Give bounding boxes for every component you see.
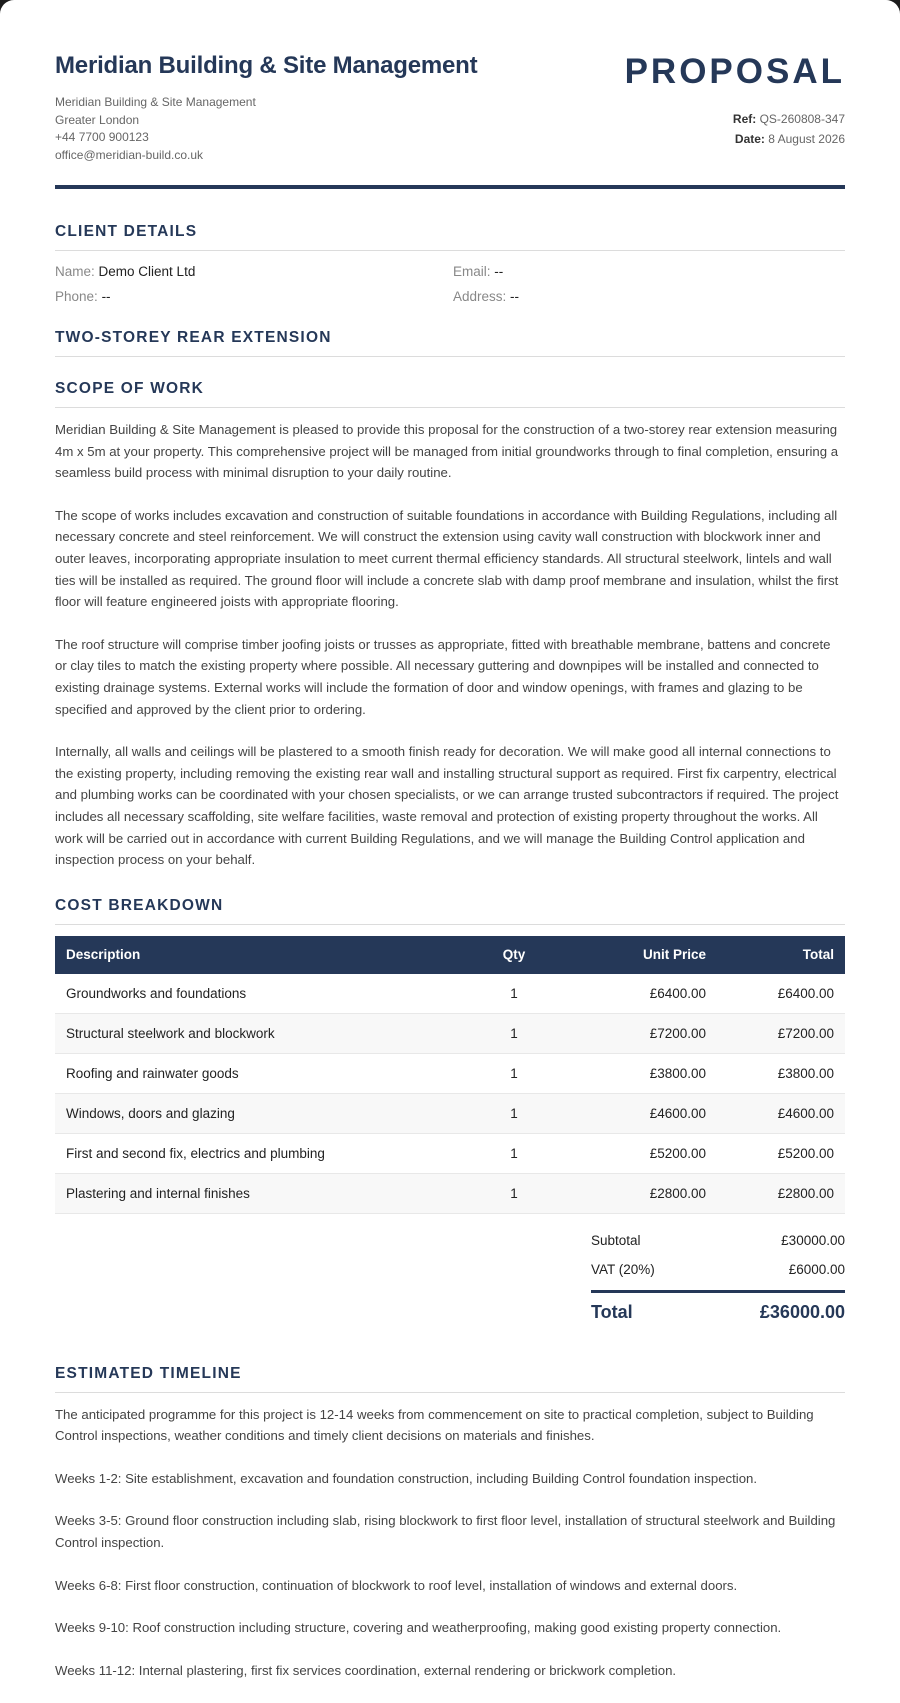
table-row: [55, 1133, 845, 1173]
company-phone: +44 7700 900123: [55, 130, 149, 144]
timeline-section: [55, 1365, 845, 1682]
timeline-paragraph: The anticipated programme for this project is 12-14 weeks from commencement on site to practical completion, subject to Building Control inspections, weather conditions and timely client decisions on materials and finishes.: [55, 1406, 814, 1444]
client-email-field: [453, 264, 845, 279]
project-section: [55, 329, 845, 357]
column-unit-price: Unit Price: [555, 936, 717, 974]
vat-value: £6000.00: [788, 1261, 845, 1277]
subtotal-value: £30000.00: [781, 1232, 845, 1248]
cost-section: [55, 897, 845, 1333]
document-header: [55, 48, 845, 185]
row-total: £3800.00: [717, 1053, 845, 1093]
client-phone-label: Phone:: [55, 289, 98, 304]
client-phone: --: [101, 289, 111, 304]
row-total: £7200.00: [717, 1013, 845, 1053]
scope-paragraph: Internally, all walls and ceilings will be plastered to a smooth finish ready for decoration. We will make good all internal connections to the existing property, including removing the existing rear wall and installing structural support as required. First fix carpentry, electrical and plumbing works can be coordinated with your chosen specialists, or we can arrange trusted subcontractors if required. The project includes all necessary scaffolding, site welfare facilities, waste removal and protection of existing property throughout the works. All work will be carried out in accordance with current Building Regulations, and we will manage the Building Control application and inspection process on your behalf.: [55, 744, 839, 868]
client-details: [55, 264, 845, 304]
subtotal-label: Subtotal: [591, 1232, 641, 1248]
timeline-heading: ESTIMATED TIMELINE: [55, 1365, 845, 1393]
client-heading: CLIENT DETAILS: [55, 223, 845, 251]
row-qty: 1: [473, 1013, 555, 1053]
company-block: [55, 48, 477, 164]
row-qty: 1: [473, 1133, 555, 1173]
column-qty: Qty: [473, 936, 555, 974]
row-description: Windows, doors and glazing: [55, 1093, 473, 1133]
date-line: [625, 130, 845, 150]
row-qty: 1: [473, 1093, 555, 1133]
table-row: [55, 1013, 845, 1053]
client-address: --: [510, 289, 520, 304]
row-unit-price: £2800.00: [555, 1173, 717, 1213]
row-qty: 1: [473, 1053, 555, 1093]
cost-heading: COST BREAKDOWN: [55, 897, 845, 925]
row-description: Roofing and rainwater goods: [55, 1053, 473, 1093]
row-total: £4600.00: [717, 1093, 845, 1133]
client-address-field: [453, 289, 845, 304]
date-value: 8 August 2026: [768, 131, 845, 146]
document-title: PROPOSAL: [624, 52, 845, 91]
scope-body: [55, 419, 845, 871]
row-description: Groundworks and foundations: [55, 974, 473, 1014]
row-total: £6400.00: [717, 974, 845, 1014]
company-email: office@meridian-build.co.uk: [55, 147, 204, 162]
row-qty: 1: [473, 974, 555, 1014]
table-row: [55, 1173, 845, 1213]
reference-line: [625, 110, 845, 130]
row-unit-price: £6400.00: [555, 974, 717, 1014]
row-unit-price: £5200.00: [555, 1133, 717, 1173]
totals-block: [591, 1226, 845, 1333]
timeline-paragraph: Weeks 1-2: Site establishment, excavation and foundation construction, including Building Control foundation inspection.: [55, 1470, 758, 1486]
company-address-line: Meridian Building & Site Management: [55, 95, 256, 109]
row-description: Plastering and internal finishes: [55, 1173, 473, 1213]
timeline-paragraph: Weeks 11-12: Internal plastering, first fix services coordination, external rendering or brickwork completion.: [55, 1662, 677, 1678]
row-description: First and second fix, electrics and plumbing: [55, 1133, 473, 1173]
table-row: [55, 1093, 845, 1133]
client-section: [55, 223, 845, 304]
subtotal-row: [591, 1226, 845, 1255]
timeline-paragraph: Weeks 9-10: Roof construction including structure, covering and weatherproofing, making good existing property connection.: [55, 1620, 782, 1636]
scope-heading: SCOPE OF WORK: [55, 380, 845, 408]
client-address-label: Address:: [453, 289, 507, 304]
grand-total-label: Total: [591, 1302, 633, 1323]
date-label: Date:: [734, 131, 765, 146]
client-email-label: Email:: [453, 264, 491, 279]
row-total: £2800.00: [717, 1173, 845, 1213]
table-row: [55, 974, 845, 1014]
table-row: [55, 1053, 845, 1093]
client-name-field: [55, 264, 453, 279]
reference-value: QS-260808-347: [759, 112, 845, 126]
client-email: --: [494, 264, 504, 279]
header-divider: [55, 185, 845, 189]
grand-total-row: [591, 1290, 845, 1333]
row-unit-price: £7200.00: [555, 1013, 717, 1053]
client-name: Demo Client Ltd: [98, 264, 196, 279]
row-total: £5200.00: [717, 1133, 845, 1173]
client-phone-field: [55, 289, 453, 304]
reference-label: Ref:: [732, 112, 757, 126]
cost-table: [55, 936, 845, 1214]
vat-label: VAT (20%): [591, 1261, 655, 1277]
timeline-paragraph: Weeks 6-8: First floor construction, continuation of blockwork to roof level, installation of windows and external doors.: [55, 1577, 738, 1593]
column-description: Description: [55, 936, 473, 974]
scope-paragraph: Meridian Building & Site Management is pleased to provide this proposal for the construction of a two-storey rear extension measuring 4m x 5m at your property. This comprehensive project will be managed from initial groundworks through to final completion, ensuring a seamless build process with minimal disruption to your daily routine.: [55, 422, 839, 481]
document-meta: [625, 48, 845, 149]
cost-table-header: [55, 936, 845, 974]
column-total: Total: [717, 936, 845, 974]
timeline-body: [55, 1404, 845, 1682]
company-region: Greater London: [55, 112, 140, 127]
company-name: Meridian Building & Site Management: [55, 52, 478, 79]
project-heading: TWO-STOREY REAR EXTENSION: [55, 329, 845, 357]
timeline-paragraph: Weeks 3-5: Ground floor construction including slab, rising blockwork to first floor level, installation of structural steelwork and Building Control inspection.: [55, 1513, 836, 1551]
row-description: Structural steelwork and blockwork: [55, 1013, 473, 1053]
scope-paragraph: The scope of works includes excavation and construction of suitable foundations in accordance with Building Regulations, including all necessary concrete and steel reinforcement. We will construct the extension using cavity wall construction with blockwork inner and outer leaves, incorporating appropriate insulation to meet current thermal efficiency standards. All structural steelwork, lintels and wall ties will be installed as required. The ground floor will include a concrete slab with damp proof membrane and insulation, whilst the first floor will feature engineered joists with appropriate flooring.: [55, 507, 839, 610]
scope-section: [55, 380, 845, 871]
row-unit-price: £4600.00: [555, 1093, 717, 1133]
row-unit-price: £3800.00: [555, 1053, 717, 1093]
grand-total-value: £36000.00: [759, 1302, 845, 1323]
scope-paragraph: The roof structure will comprise timber joofing joists or trusses as appropriate, fitted with breathable membrane, battens and concrete or clay tiles to match the existing property where possible. All necessary guttering and downpipes will be installed and connected to existing drainage systems. External works will include the formation of door and window openings, with frames and glazing to be specified and approved by the client prior to ordering.: [55, 636, 831, 717]
vat-row: [591, 1255, 845, 1284]
client-name-label: Name:: [55, 264, 95, 279]
row-qty: 1: [473, 1173, 555, 1213]
